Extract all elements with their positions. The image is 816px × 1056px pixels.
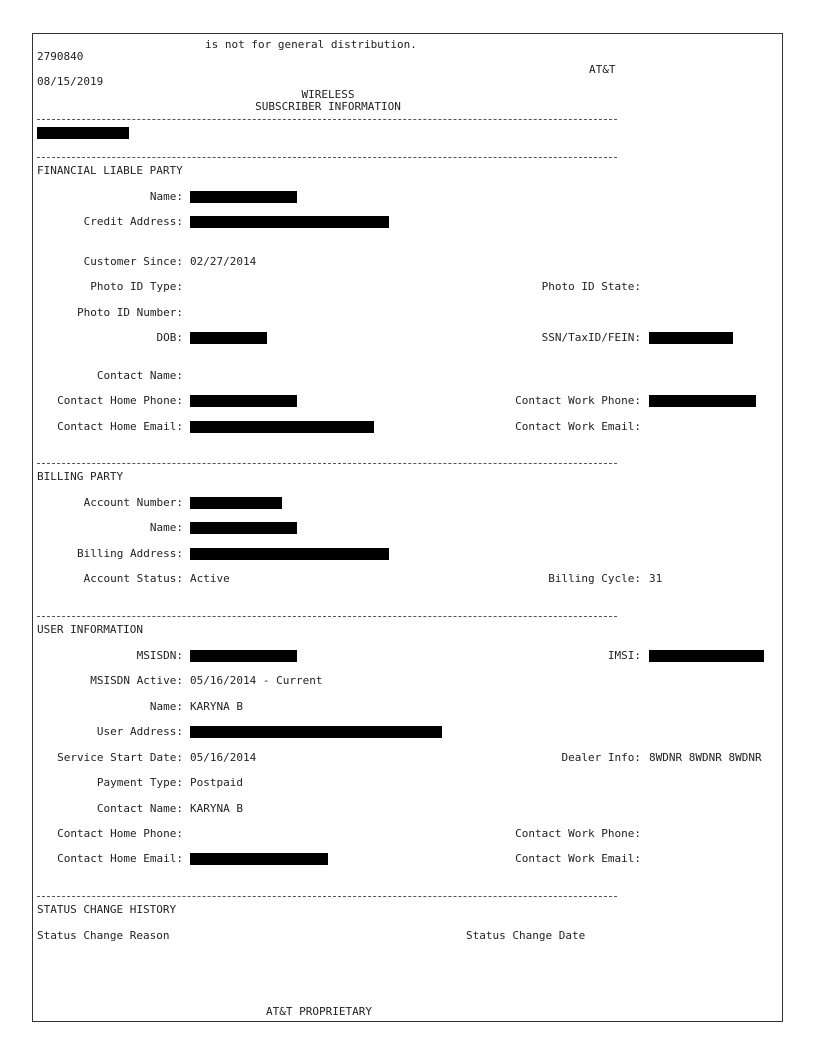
section-heading-user: USER INFORMATION xyxy=(37,623,143,636)
billing-name-label: Name: xyxy=(149,521,183,534)
separator xyxy=(37,119,617,120)
dob-label: DOB: xyxy=(156,331,183,344)
fin-contact-work-phone-label: Contact Work Phone: xyxy=(515,394,641,407)
user-name-value: KARYNA B xyxy=(190,700,243,713)
service-start-value: 05/16/2014 xyxy=(190,751,257,764)
msisdn-active-value: 05/16/2014 - Current xyxy=(190,674,323,687)
redaction-block xyxy=(190,522,297,534)
photo-id-type-label: Photo ID Type: xyxy=(90,280,183,293)
billing-cycle-label: Billing Cycle: xyxy=(548,572,641,585)
fin-contact-home-phone-label: Contact Home Phone: xyxy=(57,394,183,407)
user-address-label: User Address: xyxy=(96,725,183,738)
billing-address-label: Billing Address: xyxy=(77,547,183,560)
msisdn-label: MSISDN: xyxy=(136,649,183,662)
service-start-label: Service Start Date: xyxy=(57,751,183,764)
section-heading-status-history: STATUS CHANGE HISTORY xyxy=(37,903,177,916)
redaction-block xyxy=(649,650,764,662)
redaction-block xyxy=(190,548,389,560)
dealer-info-value: 8WDNR 8WDNR 8WDNR xyxy=(649,751,762,764)
redaction-block xyxy=(190,726,442,738)
status-change-date-header: Status Change Date xyxy=(466,929,586,942)
title-wireless: WIRELESS xyxy=(301,88,355,101)
redaction-block xyxy=(190,216,389,228)
account-number-label: Account Number: xyxy=(83,496,183,509)
report-date: 08/15/2019 xyxy=(37,75,104,88)
payment-type-value: Postpaid xyxy=(190,776,243,789)
msisdn-active-label: MSISDN Active: xyxy=(90,674,183,687)
company-name: AT&T xyxy=(589,63,616,76)
photo-id-state-label: Photo ID State: xyxy=(541,280,641,293)
redaction-block xyxy=(190,650,297,662)
redaction-block xyxy=(190,395,297,407)
redaction-block xyxy=(190,853,328,865)
fin-contact-home-email-label: Contact Home Email: xyxy=(57,420,183,433)
customer-since-value: 02/27/2014 xyxy=(190,255,257,268)
ssn-label: SSN/TaxID/FEIN: xyxy=(541,331,641,344)
user-contact-name-label: Contact Name: xyxy=(96,802,183,815)
section-heading-billing: BILLING PARTY xyxy=(37,470,124,483)
fin-name-label: Name: xyxy=(149,190,183,203)
user-contact-name-value: KARYNA B xyxy=(190,802,243,815)
user-contact-home-phone-label: Contact Home Phone: xyxy=(57,827,183,840)
user-name-label: Name: xyxy=(149,700,183,713)
user-contact-work-phone-label: Contact Work Phone: xyxy=(515,827,641,840)
case-id: 2790840 xyxy=(37,50,84,63)
separator xyxy=(37,157,617,158)
billing-cycle-value: 31 xyxy=(649,572,663,585)
title-subscriber-info: SUBSCRIBER INFORMATION xyxy=(255,100,401,113)
redaction-block xyxy=(649,332,733,344)
imsi-label: IMSI: xyxy=(607,649,641,662)
redaction-block xyxy=(649,395,756,407)
user-contact-home-email-label: Contact Home Email: xyxy=(57,852,183,865)
separator xyxy=(37,896,617,897)
fin-contact-name-label: Contact Name: xyxy=(96,369,183,382)
redaction-block xyxy=(190,191,297,203)
redaction-block xyxy=(37,127,129,139)
account-status-label: Account Status: xyxy=(83,572,183,585)
credit-address-label: Credit Address: xyxy=(83,215,183,228)
account-status-value: Active xyxy=(190,572,230,585)
payment-type-label: Payment Type: xyxy=(96,776,183,789)
distribution-notice: is not for general distribution. xyxy=(205,38,417,51)
photo-id-number-label: Photo ID Number: xyxy=(77,306,183,319)
redaction-block xyxy=(190,497,282,509)
dealer-info-label: Dealer Info: xyxy=(561,751,641,764)
customer-since-label: Customer Since: xyxy=(83,255,183,268)
proprietary-footer: AT&T PROPRIETARY xyxy=(266,1005,372,1018)
redaction-block xyxy=(190,421,374,433)
redaction-block xyxy=(190,332,267,344)
status-change-reason-header: Status Change Reason xyxy=(37,929,170,942)
separator xyxy=(37,463,617,464)
fin-contact-work-email-label: Contact Work Email: xyxy=(515,420,641,433)
section-heading-financial: FINANCIAL LIABLE PARTY xyxy=(37,164,183,177)
separator xyxy=(37,616,617,617)
user-contact-work-email-label: Contact Work Email: xyxy=(515,852,641,865)
